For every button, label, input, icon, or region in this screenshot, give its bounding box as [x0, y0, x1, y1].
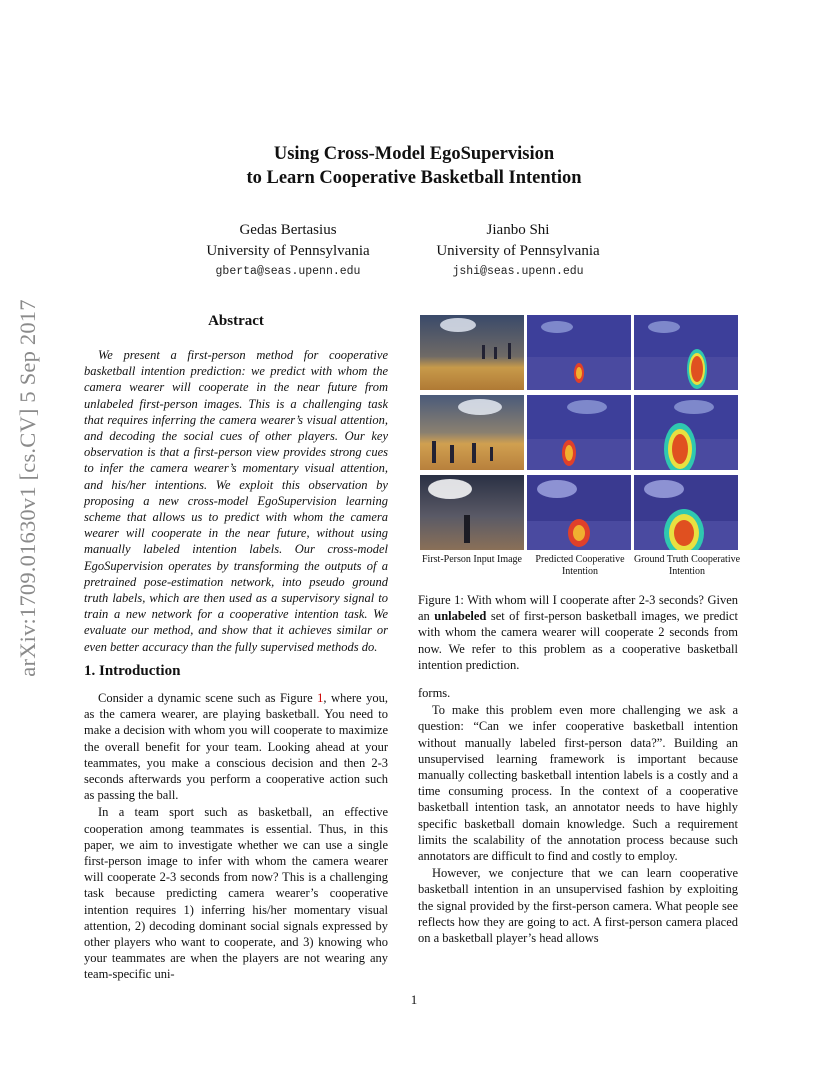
caption-text: Figure 1: With whom will I cooperate after 2-3 seconds? Given an unlabeled set of first-person basketball images, we predict with whom the camera wearer will cooperate 2 seconds from now. We refer to this problem as a cooperative basketball intention prediction.	[418, 593, 738, 672]
author-email: jshi@seas.upenn.edu	[452, 265, 584, 278]
figure-1-caption	[418, 592, 738, 673]
abstract-text: We present a first-person method for cooperative basketball intention prediction: we predict with whom the camera wearer will cooperate in the near future from unlabeled first-person images. This is a challenging task that requires inferring the camera wearer’s visual attention, and decoding the social cues of other players. Our key observation is that a first-person view provides strong cues to infer the camera wearer’s momentary visual attention, and his/her intentions. We exploit this observation by proposing a new cross-model EgoSupervision learning scheme that allows us to predict with whom the camera wearer will cooperate in the near future, without using manually labeled intention labels. Our cross-model EgoSupervision operates by transforming the outputs of a pretrained pose-estimation network, into pseudo ground truth labels, which are then used as a supervisory signal to train a new network for a cooperative intention task. We evaluate our method, and show that it achieves similar or even better accuracy than the fully supervised methods do.	[84, 348, 388, 654]
input-image-1	[420, 315, 524, 390]
author-name: Jianbo Shi	[486, 222, 550, 238]
predicted-map-2	[527, 395, 631, 470]
title-line-2: to Learn Cooperative Basketball Intention	[246, 168, 582, 188]
intro-paragraph-1: Consider a dynamic scene such as Figure 1, where you, as the camera wearer, are playing basketball. You need to make a decision with whom you will cooperate to maximize the overall benefit for your team. Looking ahead at your teammates, you make a conscious decision and then 2-3 seconds afterwards you perform a cooperative action such as passing the ball.	[84, 691, 388, 803]
author-affiliation: University of Pennsylvania	[436, 243, 600, 259]
intro-heading: 1. Introduction	[84, 663, 181, 679]
author-name: Gedas Bertasius	[239, 222, 337, 238]
author-block-2	[418, 220, 618, 280]
abstract-body	[84, 347, 388, 655]
author-block-1	[188, 220, 388, 280]
input-image-2	[420, 395, 524, 470]
right-column-body	[418, 685, 738, 946]
abstract-heading: Abstract	[208, 313, 264, 329]
author-email: gberta@seas.upenn.edu	[215, 265, 361, 278]
paper-title	[0, 142, 828, 190]
right-paragraph-1: To make this problem even more challenging we ask a question: “Can we infer cooperative basketball intention without manually labeled first-person data?”. Building an unsupervised learning framework is important because manually collecting basketball intention labels is a costly and a time consuming process. In the context of a cooperative basketball intention task, an annotator needs to have highly specific basketball domain knowledge. Such a requirement limits the scalability of the annotation process because such annotators are difficult to find and costly to employ.	[418, 703, 738, 864]
ground-truth-map-3	[634, 475, 738, 550]
ground-truth-map-1	[634, 315, 738, 390]
title-line-1: Using Cross-Model EgoSupervision	[273, 144, 555, 164]
author-affiliation: University of Pennsylvania	[206, 243, 370, 259]
right-paragraph-0: forms.	[418, 686, 451, 700]
intro-paragraph-2: In a team sport such as basketball, an effective cooperation among teammates is essential. Thus, in this paper, we aim to investigate whether we can use a single first-person image to infer with whom the camera wearer will cooperate 2-3 seconds from now? This is a challenging task because predicting camera wearer’s cooperative intention requires 1) inferring his/her momentary visual attention, 2) decoding dominant social signals expressed by other players who want to cooperate, and 3) knowing who your teammates are when the players are not wearing any team-specific uni-	[84, 805, 388, 982]
predicted-map-3	[527, 475, 631, 550]
figure-label-input: First-Person Input Image	[422, 554, 522, 565]
arxiv-stamp: arXiv:1709.01630v1 [cs.CV] 5 Sep 2017	[15, 299, 40, 677]
right-paragraph-2: However, we conjecture that we can learn cooperative basketball intention in an unsupervised fashion by exploiting the signal provided by the first-person camera. What people see reflects how they are going to act. A first-person camera placed on a basketball player’s head allows	[418, 866, 738, 946]
figure-label-ground-truth: Ground Truth Cooperative Intention	[633, 554, 741, 577]
figure-reference-link[interactable]: 1	[317, 691, 324, 705]
ground-truth-map-2	[634, 395, 738, 470]
input-image-3	[420, 475, 524, 550]
predicted-map-1	[527, 315, 631, 390]
figure-label-predicted: Predicted Cooperative Intention	[535, 554, 625, 577]
figure-1-grid	[420, 315, 738, 551]
page-number: 1	[410, 992, 418, 1007]
intro-body	[84, 690, 388, 983]
